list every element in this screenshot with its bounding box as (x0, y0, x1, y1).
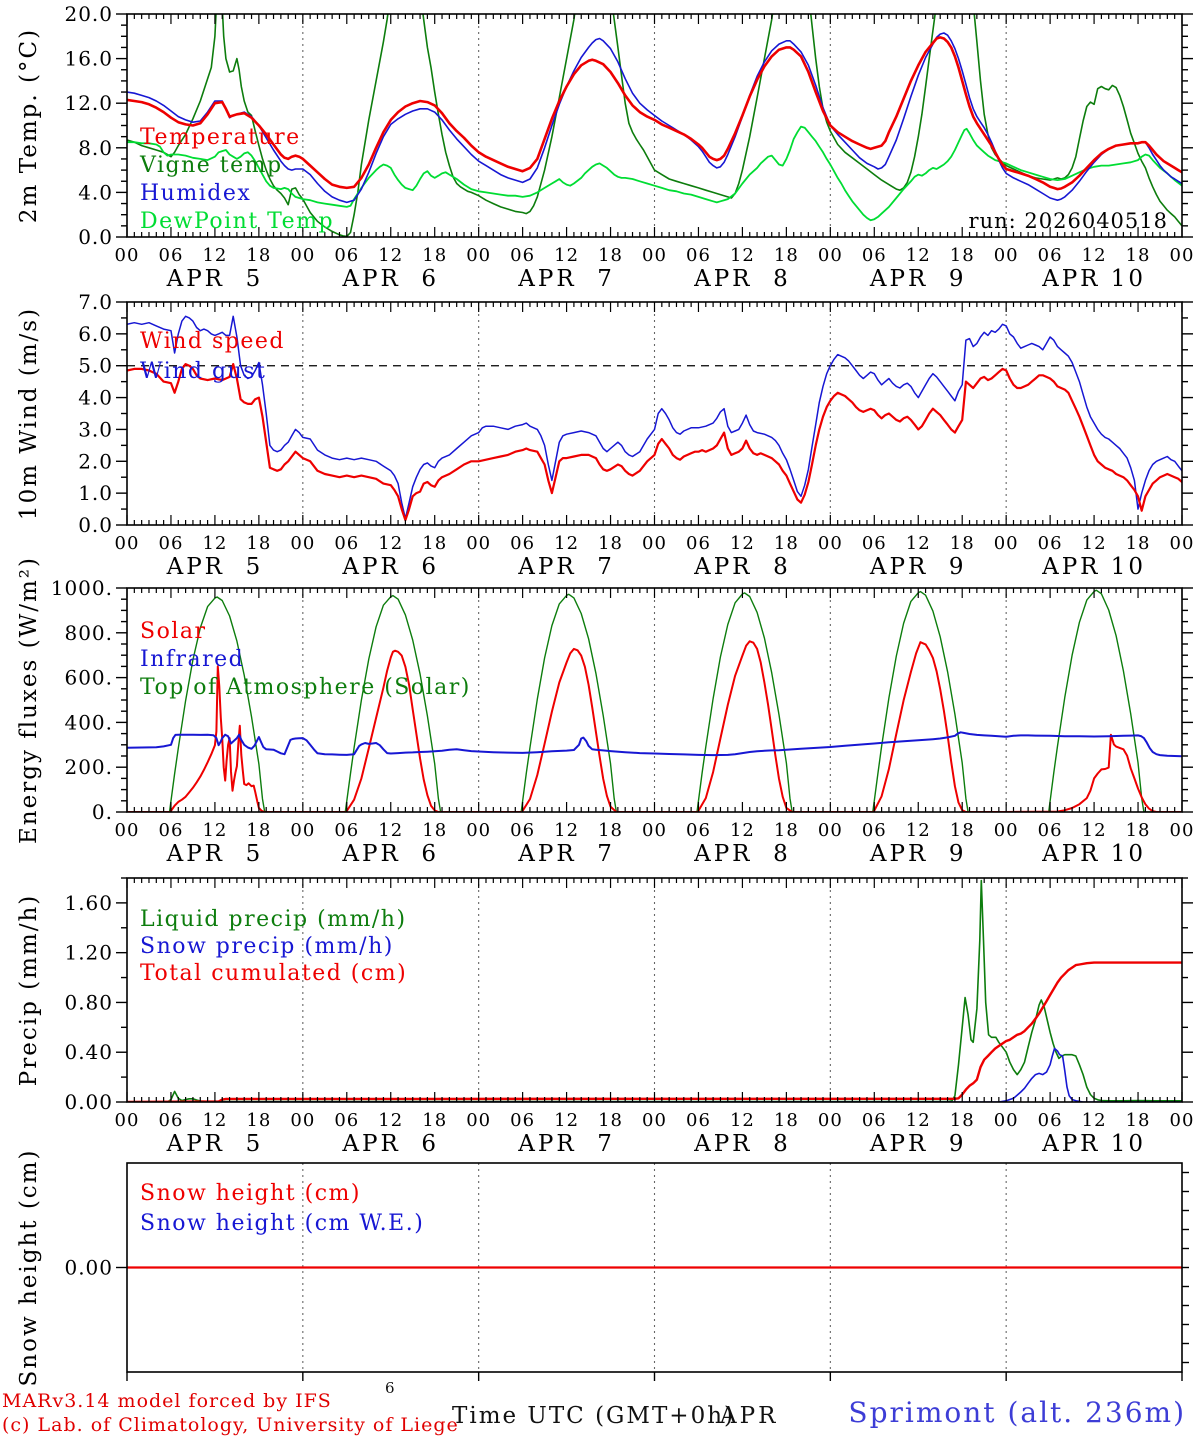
hour-label: 06 (686, 820, 711, 841)
day-label: APR 10 (1042, 1131, 1147, 1157)
hour-label: 12 (905, 820, 931, 841)
y-tick-label: 7.0 (78, 290, 113, 314)
hour-label: 12 (202, 1110, 228, 1131)
hour-label: 12 (378, 1110, 404, 1131)
hour-label: 00 (817, 245, 843, 266)
hour-label: 00 (114, 820, 140, 841)
hour-label: 06 (334, 1110, 360, 1131)
y-axis-title-temp: 2m Temp. (°C) (16, 27, 42, 224)
stray-tick-label: 6 (385, 1379, 395, 1397)
hour-label: 06 (158, 820, 184, 841)
hour-label: 06 (1037, 820, 1063, 841)
model-credit-line-2: (c) Lab. of Climatology, University of Liege (2, 1414, 459, 1436)
hour-label: 18 (1125, 533, 1151, 554)
y-axis-title-flux: Energy fluxes (W/m²) (16, 556, 42, 844)
legend-top-of-atmosphere-solar: Top of Atmosphere (Solar) (140, 675, 471, 700)
hour-label: 00 (817, 820, 843, 841)
hour-label: 18 (949, 820, 975, 841)
hour-label: 00 (993, 1110, 1019, 1131)
hour-label: 18 (773, 820, 799, 841)
hour-label: 12 (554, 1110, 580, 1131)
y-tick-label: 16.0 (64, 46, 113, 71)
hour-label: 00 (114, 1110, 140, 1131)
day-label: APR 9 (869, 266, 967, 292)
legend-wind-speed: Wind speed (140, 329, 286, 354)
y-tick-label: 12.0 (64, 91, 113, 116)
hour-label: 00 (1169, 820, 1194, 841)
day-label: APR 5 (166, 266, 264, 292)
day-label: APR 5 (166, 1131, 264, 1157)
hour-label: 18 (949, 1110, 975, 1131)
hour-label: 12 (202, 820, 228, 841)
flux-series-top-of-atmosphere (127, 590, 1182, 812)
hour-label: 00 (290, 820, 316, 841)
day-label: APR 5 (166, 841, 264, 867)
hour-label: 06 (1037, 1110, 1063, 1131)
hour-label: 12 (1081, 245, 1107, 266)
hour-label: 00 (817, 533, 843, 554)
day-label: APR 6 (342, 554, 440, 580)
hour-label: 18 (422, 1110, 448, 1131)
y-tick-label: 0.80 (64, 990, 113, 1015)
day-label: APR 9 (869, 1131, 967, 1157)
hour-label: 18 (949, 533, 975, 554)
hour-label: 12 (554, 533, 580, 554)
y-tick-label: 6.0 (78, 321, 113, 346)
hour-label: 00 (114, 245, 140, 266)
hour-label: 12 (378, 245, 404, 266)
hour-label: 00 (466, 533, 492, 554)
hour-label: 06 (334, 533, 360, 554)
hour-label: 18 (598, 533, 623, 554)
day-label: APR 10 (1042, 554, 1147, 580)
hour-label: 06 (861, 533, 887, 554)
hour-label: 12 (905, 245, 931, 266)
y-tick-label: 600. (64, 665, 113, 690)
hour-label: 00 (290, 245, 316, 266)
day-label: APR 8 (694, 841, 791, 867)
legend-liquid-precip-mm-h: Liquid precip (mm/h) (140, 907, 407, 932)
hour-label: 12 (905, 533, 931, 554)
y-tick-label: 1000. (50, 576, 113, 600)
day-label: APR 6 (342, 841, 440, 867)
hour-label: 00 (993, 245, 1019, 266)
hour-label: 06 (510, 1110, 536, 1131)
hour-label: 12 (554, 245, 580, 266)
hour-label: 18 (773, 1110, 799, 1131)
legend-wind-gust: Wind gust (140, 359, 267, 384)
y-tick-label: 2.0 (78, 449, 113, 474)
legend-dewpoint-temp: DewPoint Temp (140, 209, 335, 234)
flux-series-group (127, 590, 1182, 812)
y-axis-title-snow: Snow height (cm) (16, 1148, 42, 1387)
station-caption: Sprimont (alt. 236m) (848, 1396, 1186, 1429)
y-tick-label: 0.00 (64, 1255, 113, 1280)
y-tick-label: 0.00 (64, 1090, 113, 1114)
legend-humidex: Humidex (140, 181, 252, 206)
hour-label: 00 (817, 1110, 843, 1131)
y-tick-label: 1.60 (64, 890, 113, 915)
y-tick-label: 0. (91, 800, 113, 824)
hour-label: 12 (202, 245, 228, 266)
y-tick-label: 1.0 (78, 481, 113, 506)
hour-label: 06 (158, 1110, 184, 1131)
hour-label: 18 (246, 820, 272, 841)
hour-label: 06 (158, 533, 184, 554)
hour-label: 00 (466, 820, 492, 841)
hour-label: 06 (158, 245, 184, 266)
day-label: APR 9 (869, 841, 967, 867)
hour-label: 00 (114, 533, 140, 554)
panel-temp (16, 0, 1194, 292)
hour-label: 06 (510, 245, 536, 266)
model-credit-line-1: MARv3.14 model forced by IFS (2, 1390, 332, 1412)
y-tick-label: 0.0 (78, 513, 113, 537)
hour-label: 06 (686, 1110, 711, 1131)
y-tick-label: 0.40 (64, 1040, 113, 1065)
y-axis-title-wind: 10m Wind (m/s) (16, 306, 42, 521)
legend-snow-precip-mm-h: Snow precip (mm/h) (140, 934, 394, 959)
legend-vigne-temp: Vigne temp (140, 153, 283, 178)
y-tick-label: 0.0 (78, 225, 113, 249)
time-axis-caption: Time UTC (GMT+0h) (452, 1403, 735, 1429)
hour-label: 06 (686, 245, 711, 266)
y-tick-label: 4.0 (78, 180, 113, 205)
hour-label: 12 (729, 533, 755, 554)
y-tick-label: 200. (64, 755, 113, 780)
hour-label: 12 (729, 1110, 755, 1131)
hour-label: 06 (861, 1110, 887, 1131)
hour-label: 06 (334, 245, 360, 266)
day-label: APR 7 (518, 841, 615, 867)
day-label: APR 5 (166, 554, 264, 580)
panel-frame (127, 588, 1182, 812)
legend-snow-height-cm: Snow height (cm) (140, 1181, 361, 1206)
legend-solar: Solar (140, 619, 207, 644)
hour-label: 18 (422, 820, 448, 841)
hour-label: 00 (642, 1110, 667, 1131)
day-label: APR 9 (869, 554, 967, 580)
panel-wind (16, 290, 1194, 580)
hour-label: 00 (1169, 1110, 1194, 1131)
day-label: APR 8 (694, 266, 791, 292)
hour-label: 12 (1081, 533, 1107, 554)
hour-label: 00 (1169, 533, 1194, 554)
hour-label: 00 (993, 533, 1019, 554)
hour-label: 12 (1081, 1110, 1107, 1131)
hour-label: 06 (1037, 245, 1063, 266)
hour-label: 18 (1125, 820, 1151, 841)
hour-label: 06 (510, 820, 536, 841)
hour-label: 00 (642, 820, 667, 841)
day-label: APR 6 (342, 1131, 440, 1157)
hour-label: 18 (773, 245, 799, 266)
legend-infrared: Infrared (140, 647, 245, 672)
hour-label: 18 (598, 820, 623, 841)
hour-label: 00 (993, 820, 1019, 841)
panel-snow (16, 1149, 1189, 1387)
hour-label: 18 (949, 245, 975, 266)
day-label: APR 10 (1042, 266, 1147, 292)
y-tick-label: 400. (64, 710, 113, 735)
hour-label: 12 (729, 820, 755, 841)
day-label: APR 8 (694, 1131, 791, 1157)
legend-temperature: Temperature (140, 125, 301, 150)
hour-label: 18 (422, 533, 448, 554)
y-tick-label: 5.0 (78, 353, 113, 378)
hour-label: 06 (1037, 533, 1063, 554)
hour-label: 06 (510, 533, 536, 554)
panel-precip (16, 878, 1194, 1157)
hour-label: 18 (773, 533, 799, 554)
hour-label: 18 (598, 1110, 623, 1131)
hour-label: 18 (422, 245, 448, 266)
day-label: APR 7 (518, 554, 615, 580)
y-tick-label: 20.0 (64, 2, 113, 26)
hour-label: 06 (334, 820, 360, 841)
hour-label: 18 (1125, 245, 1151, 266)
hour-label: 12 (378, 533, 404, 554)
hour-label: 12 (1081, 820, 1107, 841)
day-label: APR 7 (518, 266, 615, 292)
y-tick-label: 1.20 (64, 940, 113, 965)
day-label: APR 7 (518, 1131, 615, 1157)
panel-flux (16, 556, 1194, 867)
hour-label: 12 (554, 820, 580, 841)
day-label: APR 10 (1042, 841, 1147, 867)
month-caption: APR (720, 1403, 779, 1429)
day-label: APR 6 (342, 266, 440, 292)
hour-label: 00 (466, 245, 492, 266)
hour-label: 12 (202, 533, 228, 554)
hour-label: 18 (598, 245, 623, 266)
y-tick-label: 4.0 (78, 385, 113, 410)
hour-label: 00 (642, 533, 667, 554)
hour-label: 06 (861, 820, 887, 841)
run-label: run: 2026040518 (968, 209, 1168, 233)
legend-snow-height-cm-w-e: Snow height (cm W.E.) (140, 1211, 425, 1236)
y-tick-label: 3.0 (78, 417, 113, 442)
hour-label: 00 (290, 533, 316, 554)
y-tick-label: 8.0 (78, 135, 113, 160)
day-label: APR 8 (694, 554, 791, 580)
y-tick-label: 800. (64, 620, 113, 645)
hour-label: 00 (642, 245, 667, 266)
hour-label: 12 (378, 820, 404, 841)
hour-label: 00 (466, 1110, 492, 1131)
y-axis-title-precip: Precip (mm/h) (16, 893, 42, 1087)
hour-label: 06 (861, 245, 887, 266)
hour-label: 18 (1125, 1110, 1151, 1131)
hour-label: 18 (246, 1110, 272, 1131)
hour-label: 12 (905, 1110, 931, 1131)
legend-total-cumulated-cm: Total cumulated (cm) (140, 961, 408, 986)
hour-label: 00 (290, 1110, 316, 1131)
hour-label: 18 (246, 245, 272, 266)
hour-label: 12 (729, 245, 755, 266)
hour-label: 18 (246, 533, 272, 554)
hour-label: 00 (1169, 245, 1194, 266)
panel-frame (127, 302, 1182, 525)
hour-label: 06 (686, 533, 711, 554)
